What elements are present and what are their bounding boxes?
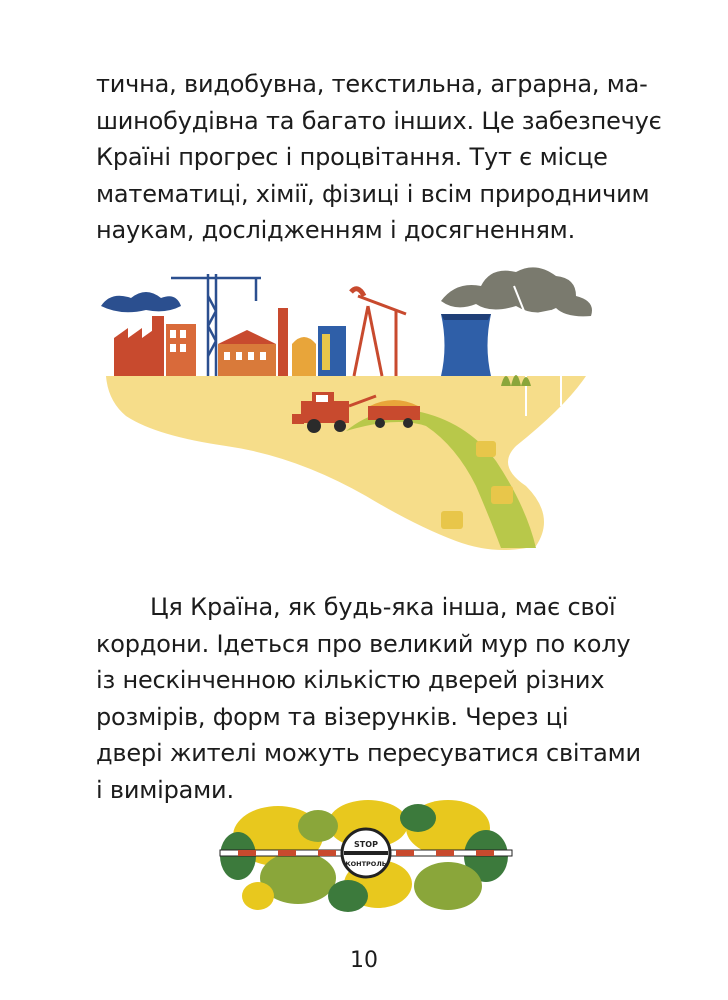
stop-sign-line1: STOP — [354, 840, 378, 849]
paragraph-industry — [96, 66, 662, 249]
text-line: розмірів, форм та візерунків. Через ці — [96, 702, 569, 731]
text-line: тична, видобувна, текстильна, аграрна, ма- — [96, 70, 648, 98]
brick-building — [218, 308, 288, 376]
foliage-blob — [242, 882, 274, 910]
text-line: шинобудівна та багато інших. Це забезпечує — [96, 106, 662, 135]
cooling-tower — [441, 314, 491, 376]
oil-pump — [351, 289, 406, 376]
checkpoint-illustration — [218, 796, 514, 916]
foliage-blob — [298, 810, 338, 842]
stop-sign-line2: КОНТРОЛЬ — [345, 860, 387, 868]
text-line: із нескінченною кількістю дверей різних — [96, 666, 605, 694]
factory-building — [114, 316, 196, 376]
hay-bale — [491, 486, 513, 504]
text-line: кордони. Ідеться про великий мур по колу — [96, 629, 631, 658]
foliage-blob — [328, 880, 368, 912]
text-line: Країні прогрес і процвітання. Тут є місце — [96, 143, 608, 171]
text-line: і вимірами. — [96, 775, 234, 804]
text-line: математиці, хімії, фізиці і всім природничим — [96, 179, 650, 208]
hay-bale — [476, 441, 496, 457]
stop-sign — [342, 829, 390, 877]
industry-illustration — [96, 256, 636, 556]
smoke-cloud — [101, 292, 181, 312]
paragraph-borders — [96, 589, 641, 808]
hay-bale — [441, 511, 463, 529]
page-number: 10 — [350, 948, 378, 973]
foliage-blob — [414, 862, 482, 910]
foliage-blob — [400, 804, 436, 832]
text-line: Ця Країна, як будь-яка інша, має свої — [150, 593, 616, 621]
storage-tanks — [292, 326, 346, 376]
text-line: двері жителі можуть пересуватися світами — [96, 739, 641, 767]
text-line: наукам, дослідженням і досягненням. — [96, 216, 576, 244]
